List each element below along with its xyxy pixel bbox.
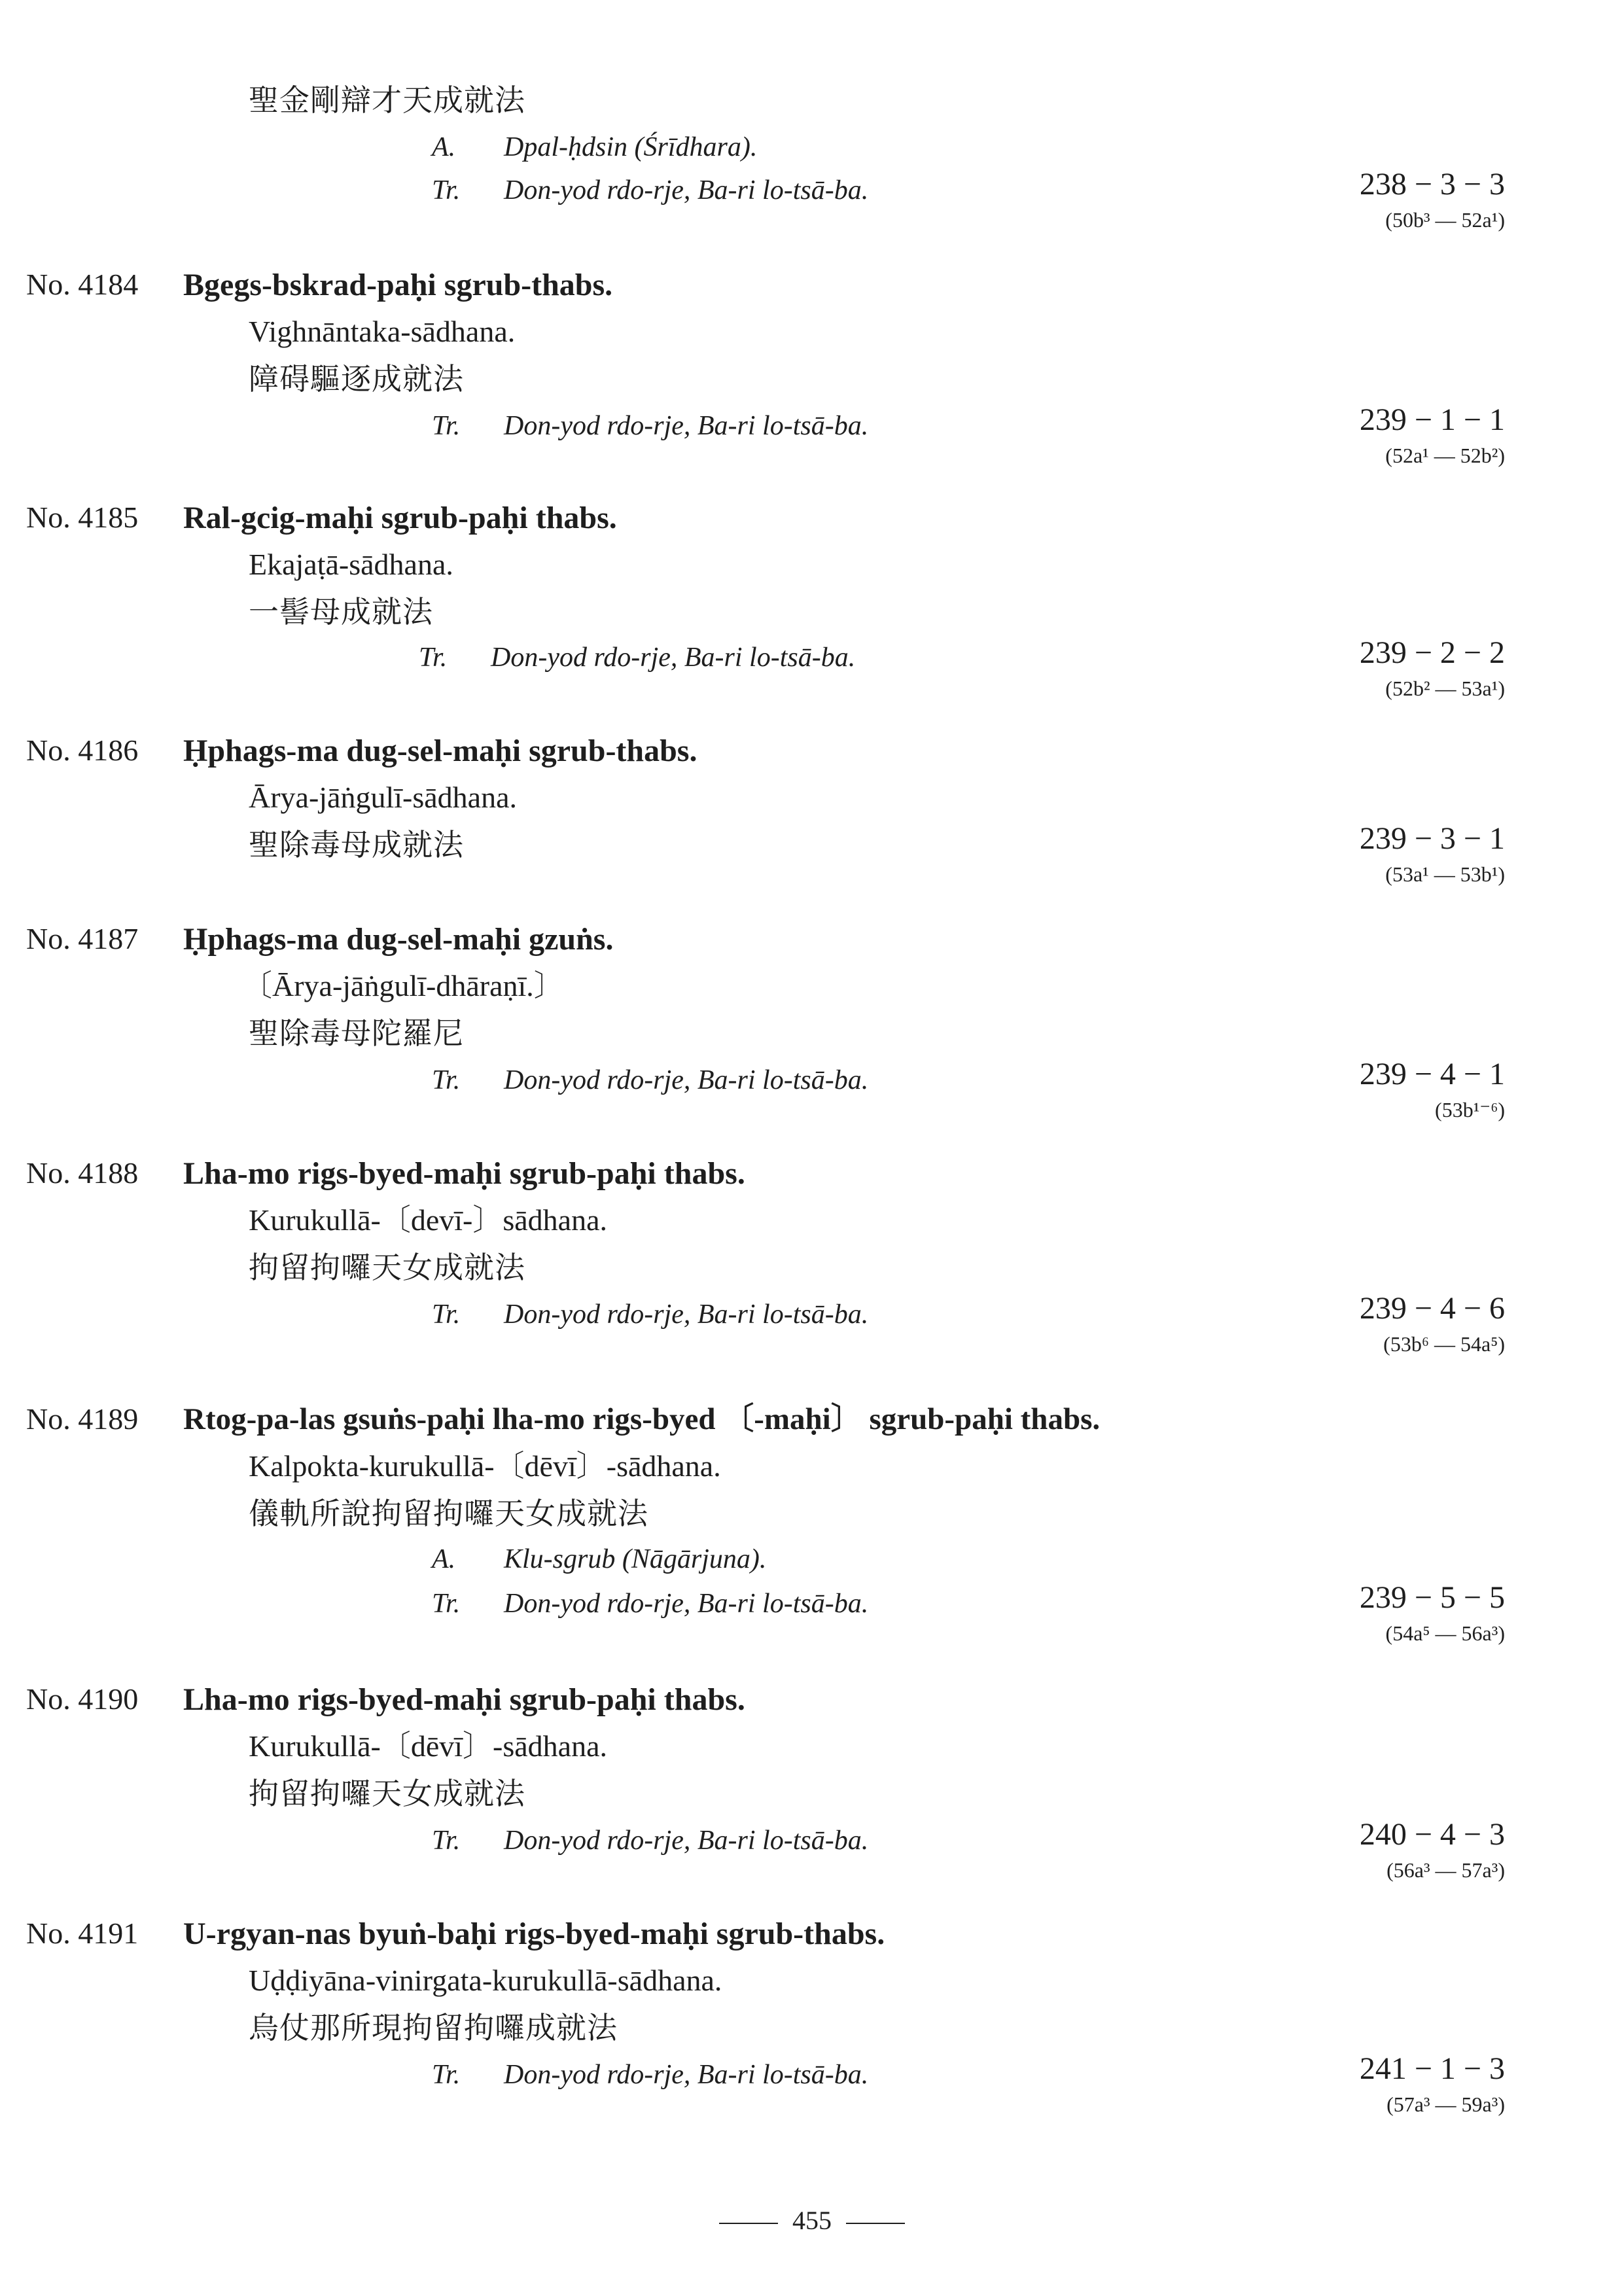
folio-reference: (53b¹⁻⁶) (1435, 1098, 1505, 1122)
entry-number: No. 4188 (26, 1156, 139, 1190)
entry-chinese-title: 一髻母成就法 (249, 594, 433, 629)
translator-role: Tr. (432, 1589, 461, 1619)
translator-line (432, 1067, 868, 1094)
translator-name: Don-yod rdo-rje, Ba-ri lo-tsā-ba. (504, 1299, 869, 1330)
translator-name: Don-yod rdo-rje, Ba-ri lo-tsā-ba. (504, 175, 869, 205)
author-line (432, 1545, 766, 1573)
entry-title: Ral-gcig-maḥi sgrub-paḥi thabs. (183, 501, 617, 535)
entry-chinese-title: 儀軌所說拘留拘囉天女成就法 (249, 1496, 648, 1531)
translator-line (419, 644, 855, 671)
author-name: Dpal-ḥdsin (Śrīdhara). (504, 132, 758, 162)
author-role: A. (432, 132, 456, 162)
translator-name: Don-yod rdo-rje, Ba-ri lo-tsā-ba. (491, 643, 856, 673)
translator-name: Don-yod rdo-rje, Ba-ri lo-tsā-ba. (504, 1589, 869, 1619)
volume-reference: 239 − 3 − 1 (1359, 821, 1505, 856)
entry-sanskrit-title: Kurukullā-〔dēvī〕-sādhana. (249, 1729, 608, 1763)
folio-reference: (50b³ — 52a¹) (1385, 208, 1505, 232)
translator-role: Tr. (432, 1826, 461, 1856)
translator-line (432, 412, 868, 440)
entry-sanskrit-title: Kalpokta-kurukullā-〔dēvī〕-sādhana. (249, 1449, 721, 1483)
folio-reference: (56a³ — 57a³) (1386, 1858, 1505, 1882)
translator-line (432, 1590, 868, 1617)
entry-sanskrit-title: 〔Ārya-jāṅgulī-dhāraṇī.〕 (242, 969, 564, 1002)
entry-title: Ḥphags-ma dug-sel-maḥi sgrub-thabs. (183, 733, 697, 768)
entry-chinese-title: 障碍驅逐成就法 (249, 361, 464, 397)
volume-reference: 239 − 1 − 1 (1359, 402, 1505, 437)
volume-reference: 239 − 4 − 1 (1359, 1057, 1505, 1091)
entry-number: No. 4186 (26, 733, 139, 767)
volume-reference: 239 − 4 − 6 (1359, 1291, 1505, 1326)
translator-line (432, 1301, 868, 1328)
volume-reference: 239 − 2 − 2 (1359, 635, 1505, 670)
entry-chinese-title: 拘留拘囉天女成就法 (249, 1250, 525, 1285)
entry-chinese-title: 烏仗那所現拘留拘囉成就法 (249, 2010, 618, 2045)
volume-reference: 241 − 1 − 3 (1359, 2051, 1505, 2086)
translator-role: Tr. (432, 175, 461, 205)
entry-number: No. 4184 (26, 268, 139, 301)
author-role: A. (432, 1544, 456, 1574)
page-number: 455 (792, 2206, 832, 2235)
entry-chinese-title: 聖除毒母陀羅尼 (249, 1016, 464, 1051)
translator-name: Don-yod rdo-rje, Ba-ri lo-tsā-ba. (504, 1826, 869, 1856)
entry-title: Lha-mo rigs-byed-maḥi sgrub-paḥi thabs. (183, 1682, 745, 1717)
footer-dash-right (846, 2223, 905, 2224)
entry-title: Lha-mo rigs-byed-maḥi sgrub-paḥi thabs. (183, 1156, 745, 1191)
entry-number: No. 4187 (26, 922, 139, 955)
entry-sanskrit-title: Ārya-jāṅgulī-sādhana. (249, 781, 518, 814)
folio-reference: (52a¹ — 52b²) (1385, 444, 1505, 467)
entry-sanskrit-title: Kurukullā-〔devī-〕sādhana. (249, 1203, 608, 1237)
translator-role: Tr. (432, 1299, 461, 1330)
entry-title: Rtog-pa-las gsuṅs-paḥi lha-mo rigs-byed 〔-maḥi〕 sgrub-paḥi thabs. (183, 1402, 1101, 1436)
entry-sanskrit-title: Uḍḍiyāna-vinirgata-kurukullā-sādhana. (249, 1964, 722, 1997)
folio-reference: (54a⁵ — 56a³) (1385, 1621, 1505, 1645)
folio-reference: (52b² — 53a¹) (1385, 677, 1505, 700)
translator-role: Tr. (432, 411, 461, 441)
translator-name: Don-yod rdo-rje, Ba-ri lo-tsā-ba. (504, 1065, 869, 1095)
entry-number: No. 4185 (26, 501, 139, 534)
author-line (432, 133, 757, 161)
entry-title: U-rgyan-nas byuṅ-baḥi rigs-byed-maḥi sgrub-thabs. (183, 1916, 885, 1951)
entry-title: Ḥphags-ma dug-sel-maḥi gzuṅs. (183, 922, 614, 957)
folio-reference: (53b⁶ — 54a⁵) (1383, 1332, 1505, 1356)
translator-line (432, 177, 868, 204)
entry-sanskrit-title: Vighnāntaka-sādhana. (249, 315, 516, 348)
volume-reference: 240 − 4 − 3 (1359, 1817, 1505, 1852)
translator-line (432, 2061, 868, 2089)
entry-chinese-title: 拘留拘囉天女成就法 (249, 1776, 525, 1811)
translator-role: Tr. (432, 1065, 461, 1095)
entry-number: No. 4189 (26, 1402, 139, 1436)
translator-role: Tr. (432, 2060, 461, 2090)
translator-name: Don-yod rdo-rje, Ba-ri lo-tsā-ba. (504, 2060, 869, 2090)
entry-number: No. 4190 (26, 1682, 139, 1716)
page-footer (0, 2205, 1624, 2236)
entry-title: Bgegs-bskrad-paḥi sgrub-thabs. (183, 268, 613, 302)
entry-chinese-title: 聖金剛辯才天成就法 (249, 82, 525, 118)
volume-reference: 238 − 3 − 3 (1359, 167, 1505, 202)
volume-reference: 239 − 5 − 5 (1359, 1580, 1505, 1615)
folio-reference: (53a¹ — 53b¹) (1385, 862, 1505, 886)
translator-name: Don-yod rdo-rje, Ba-ri lo-tsā-ba. (504, 411, 869, 441)
translator-role: Tr. (419, 643, 448, 673)
folio-reference: (57a³ — 59a³) (1386, 2093, 1505, 2116)
entry-sanskrit-title: Ekajaṭā-sādhana. (249, 548, 453, 581)
entry-chinese-title: 聖除毒母成就法 (249, 827, 464, 862)
entry-number: No. 4191 (26, 1916, 139, 1950)
author-name: Klu-sgrub (Nāgārjuna). (504, 1544, 767, 1574)
translator-line (432, 1827, 868, 1854)
footer-dash-left (719, 2223, 778, 2224)
